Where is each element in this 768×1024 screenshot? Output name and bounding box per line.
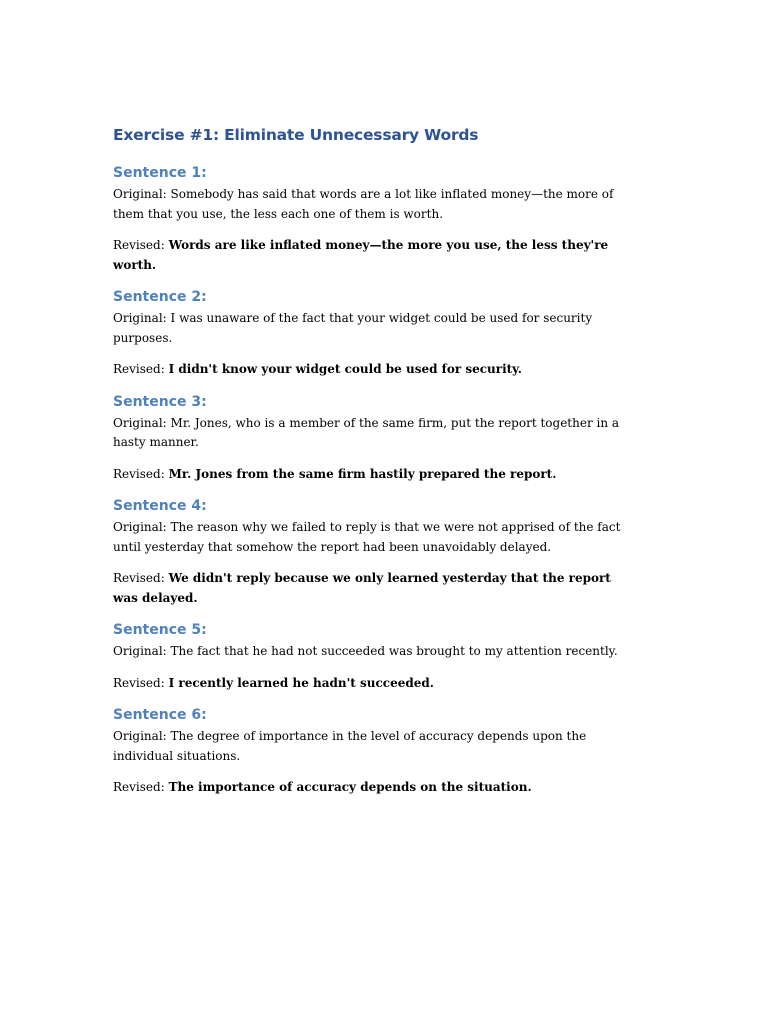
revised-label: Revised: xyxy=(113,466,165,481)
document-content xyxy=(113,124,638,810)
revised-text: I didn't know your widget could be used for security. xyxy=(168,362,522,376)
sentence-block-2 xyxy=(113,287,638,380)
original-label: Original: xyxy=(113,644,167,658)
original-text: Mr. Jones, who is a member of the same firm, put the report together in a hasty manner. xyxy=(113,415,620,449)
original-text: The fact that he had not succeeded was brought to my attention recently. xyxy=(170,644,618,658)
sentence-heading: Sentence 1: xyxy=(113,165,207,181)
revised-paragraph xyxy=(113,674,638,694)
revised-text: We didn't reply because we only learned yesterday that the report was delayed. xyxy=(113,571,611,605)
sentence-heading: Sentence 2: xyxy=(113,289,207,305)
original-text: The degree of importance in the level of accuracy depends upon the individual situations. xyxy=(113,729,587,763)
revised-label: Revised: xyxy=(113,238,165,252)
revised-label: Revised: xyxy=(113,675,165,690)
revised-label: Revised: xyxy=(113,362,165,376)
original-paragraph xyxy=(113,309,638,348)
sentence-block-3 xyxy=(113,392,638,485)
revised-paragraph xyxy=(113,236,638,275)
sentence-block-1 xyxy=(113,163,638,275)
revised-text: Words are like inflated money—the more you use, the less they're worth. xyxy=(113,238,609,272)
revised-label: Revised: xyxy=(113,780,165,794)
original-label: Original: xyxy=(113,187,167,201)
original-paragraph xyxy=(113,185,638,224)
original-label: Original: xyxy=(113,415,167,430)
revised-text: The importance of accuracy depends on the situation. xyxy=(168,780,532,794)
revised-paragraph xyxy=(113,569,638,608)
sentence-block-5 xyxy=(113,620,638,693)
revised-paragraph xyxy=(113,778,638,798)
original-label: Original: xyxy=(113,311,167,325)
sentence-block-6 xyxy=(113,705,638,798)
revised-paragraph xyxy=(113,360,638,380)
revised-paragraph xyxy=(113,465,638,485)
original-text: Somebody has said that words are a lot like inflated money—the more of them that you use, the less each one of them is worth. xyxy=(113,187,614,221)
original-label: Original: xyxy=(113,729,167,743)
original-paragraph xyxy=(113,414,638,453)
original-paragraph xyxy=(113,642,638,662)
original-paragraph xyxy=(113,518,638,557)
revised-text: I recently learned he hadn't succeeded. xyxy=(168,675,434,690)
document-title: Exercise #1: Eliminate Unnecessary Words xyxy=(113,126,479,144)
original-paragraph xyxy=(113,727,638,766)
revised-label: Revised: xyxy=(113,571,165,585)
sentence-heading: Sentence 4: xyxy=(113,498,207,514)
revised-text: Mr. Jones from the same firm hastily prepared the report. xyxy=(168,466,557,481)
original-text: I was unaware of the fact that your widget could be used for security purposes. xyxy=(113,311,593,345)
original-label: Original: xyxy=(113,520,167,534)
sentence-heading: Sentence 5: xyxy=(113,622,207,638)
sentence-heading: Sentence 3: xyxy=(113,393,207,410)
sentence-heading: Sentence 6: xyxy=(113,707,207,723)
original-text: The reason why we failed to reply is that we were not apprised of the fact until yesterday that somehow the report had been unavoidably delayed. xyxy=(113,520,621,554)
sentence-block-4 xyxy=(113,496,638,608)
